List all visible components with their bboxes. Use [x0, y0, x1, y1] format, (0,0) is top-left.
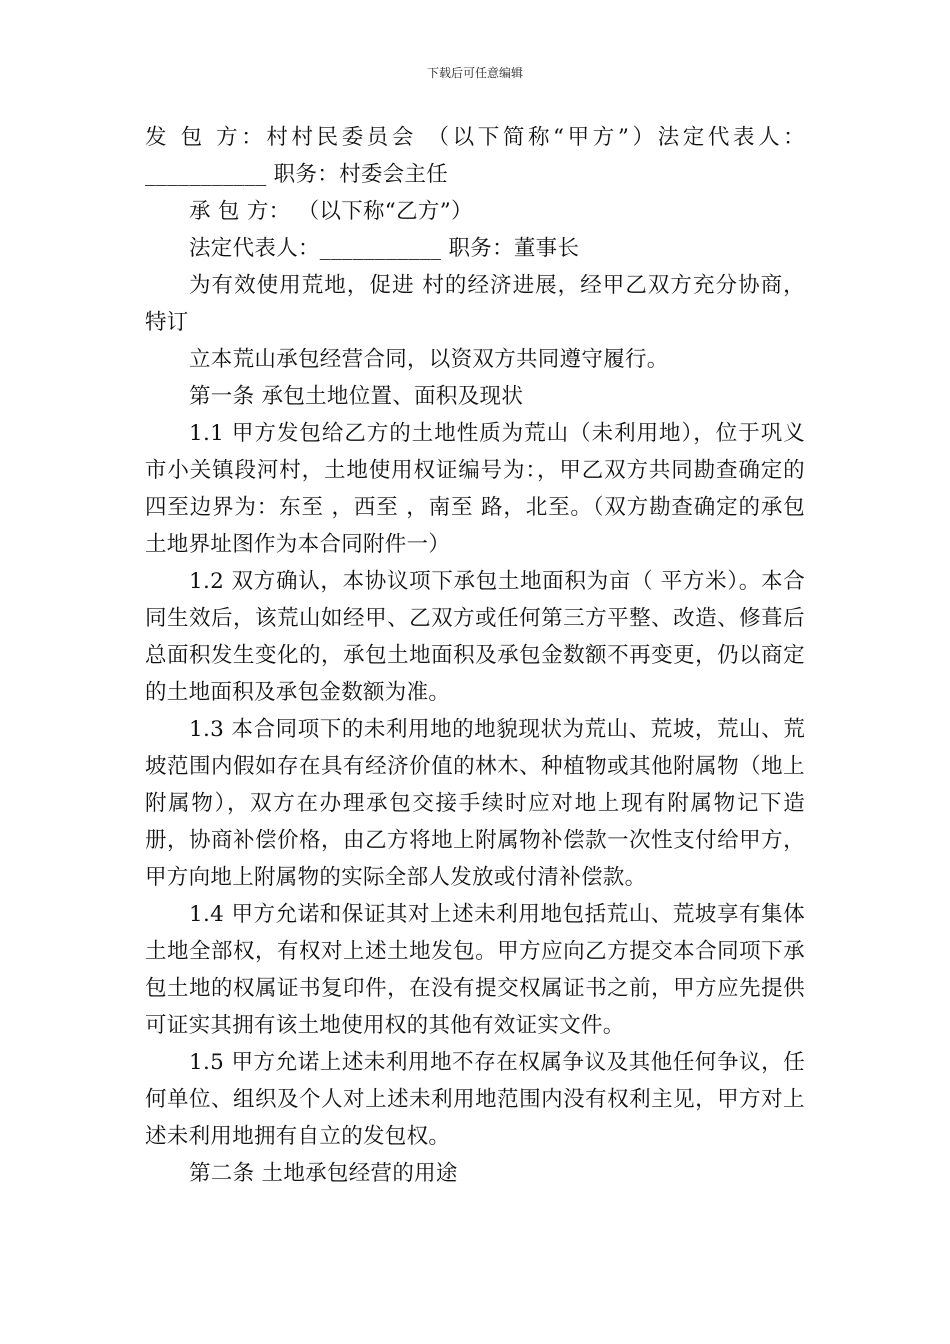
paragraph-purpose: 为有效使用荒地，促进 村的经济进展，经甲乙双方充分协商，特订 — [145, 273, 805, 335]
clause-1-2: 1.2 双方确认，本协议项下承包土地面积为亩（ 平方米）。本合同生效后，该荒山如经甲、乙双方或任何第三方平整、改造、修葺后总面积发生变化的，承包土地面积及承包金数额不再变更，仍以商定的土地面积及承包金数额为准。 — [145, 569, 805, 705]
paragraph-contractor: 承 包 方： （以下称“乙方”） — [189, 199, 473, 224]
paragraph-legal-rep: 法定代表人：___________ 职务：董事长 — [189, 236, 580, 261]
section-heading-1: 第一条 承包土地位置、面积及现状 — [189, 384, 524, 409]
page-header-note: 下载后可任意编辑 — [426, 66, 523, 80]
clause-1-1: 1.1 甲方发包给乙方的土地性质为荒山（未利用地），位于巩义市小关镇段河村，土地使用权证编号为：，甲乙双方共同勘查确定的四至边界为：东至 ，西至 ，南至 路，北至。（双方勘查确定的承包土地界址图作为本合同附件一） — [145, 421, 805, 557]
clause-1-5: 1.5 甲方允诺上述未利用地不存在权属争议及其他任何争议，任何单位、组织及个人对上述未利用地范围内没有权利主见，甲方对上述未利用地拥有自立的发包权。 — [145, 1050, 805, 1149]
paragraph-purpose-cont: 立本荒山承包经营合同，以资双方共同遵守履行。 — [189, 347, 669, 372]
contract-body — [145, 119, 805, 1192]
section-heading-2: 第二条 土地承包经营的用途 — [189, 1161, 458, 1186]
clause-1-3: 1.3 本合同项下的未利用地的地貌现状为荒山、荒坡，荒山、荒坡范围内假如存在具有经济价值的林木、种植物或其他附属物（地上附属物），双方在办理承包交接手续时应对地上现有附属物记下造册，协商补偿价格，由乙方将地上附属物补偿款一次性支付给甲方，甲方向地上附属物的实际全部人发放或付清补偿款。 — [145, 717, 805, 890]
paragraph-contracting-party: 发 包 方：村村民委员会 （以下简称“甲方”）法定代表人：___________ 职务：村委会主任 — [145, 125, 805, 187]
clause-1-4: 1.4 甲方允诺和保证其对上述未利用地包括荒山、荒坡享有集体土地全部权，有权对上述土地发包。甲方应向乙方提交本合同项下承包土地的权属证书复印件，在没有提交权属证书之前，甲方应先提供可证实其拥有该土地使用权的其他有效证实文件。 — [145, 902, 805, 1038]
